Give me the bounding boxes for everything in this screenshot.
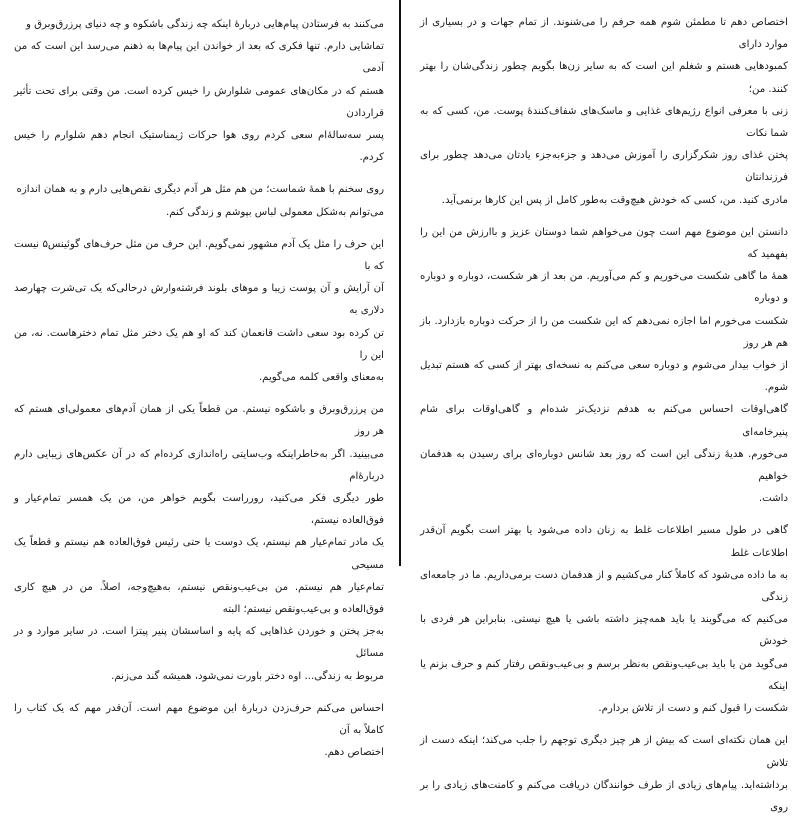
text-line: من پرزرق‌وبرق و باشکوه نیستم. من قطعاً یکی از همان آدم‌های معمولی‌ای هستم که هر روز [14, 404, 384, 438]
left-paragraph-2 [14, 179, 384, 223]
right-paragraph-1 [420, 12, 788, 212]
text-line: تن کرده بود سعی داشت قانعمان کند که او هم یک دختر مثل تمام دخترهاست. نه، من این را [14, 327, 384, 361]
text-line: به‌جز پختن و خوردن غذاهایی که پایه و اساسشان پنیر پیتزا است. در سایر موارد و در مسائل [14, 626, 384, 660]
text-line: شکست می‌خورم اما اجازه نمی‌دهم که این شکست من را از حرکت دوباره بازدارد. باز هم هر روز [420, 315, 788, 349]
right-paragraph-3 [420, 520, 788, 720]
text-line: به‌معنای واقعی کلمه می‌گویم. [258, 372, 384, 384]
text-line: برداشته‌اید. پیام‌های زیادی از طرف خوانندگان دریافت می‌کنم و کامنت‌های زیادی را بر روی [420, 779, 788, 813]
right-paragraph-4 [420, 730, 788, 819]
page-divider [399, 0, 401, 566]
text-line: می‌توانم به‌شکل معمولی لباس بپوشم و زندگی کنم. [166, 206, 384, 218]
text-line: همهٔ ما گاهی شکست می‌خوریم و کم می‌آوریم. من بعد از هر شکست، دوباره و دوباره و دوباره [420, 271, 788, 305]
text-line: هستم که در مکان‌های عمومی شلوارش را خیس کرده است. من وقتی برای تحت تأثیر قراردادن [14, 85, 384, 119]
text-line: اختصاص دهم. [324, 747, 384, 759]
text-line: این حرف را مثل یک آدم مشهور نمی‌گویم. این حرف من مثل حرف‌های گوئینس۵ نیست که با [14, 238, 384, 273]
right-page [404, 0, 800, 813]
text-line: روی سخنم با همهٔ شماست؛ من هم مثل هر آدم دیگری نقص‌هایی دارم و به همان اندازه [16, 184, 384, 196]
text-line: اختصاص دهم تا مطمئن شوم همه حرفم را می‌شنوند. از تمام جهات و در بسیاری از موارد دارای [420, 17, 788, 51]
left-paragraph-5 [14, 698, 384, 765]
text-line: کمبودهایی هستم و شغلم این است که به سایر زن‌ها بگویم چطور زندگی‌شان را بهتر کنند. من؛ [420, 61, 788, 95]
text-line: طور دیگری فکر می‌کنید، رورراست بگویم خواهر من، من یک همسر تمام‌عیار و فوق‌العاده نیستم، [14, 493, 384, 527]
text-line: زنی با معرفی انواع رژیم‌های غذایی و ماسک‌های شفاف‌کنندهٔ پوست. من، کسی که به شما نکات [420, 105, 788, 140]
left-page [0, 0, 396, 759]
text-line: می‌گوید من یا باید بی‌عیب‌ونقص به‌نظر برسم و بی‌عیب‌ونقص رفتار کنم و حرف بزنم یا اینکه [420, 658, 788, 692]
left-paragraph-4 [14, 399, 384, 688]
left-paragraph-3 [14, 234, 384, 389]
text-line: از خواب بیدار می‌شوم و دوباره سعی می‌کنم به نسخه‌ای بهتر از کسی که هستم تبدیل شوم. [420, 360, 788, 394]
right-paragraph-2 [420, 222, 788, 511]
text-line: گاهی در طول مسیر اطلاعات غلط به زنان داده می‌شود یا بهتر است بگویم آن‌قدر اطلاعات غلط [420, 525, 788, 559]
text-line: می‌کنند به فرستادن پیام‌هایی دربارهٔ اینکه چه زندگی باشکوه و چه دنیای پرزرق‌وبرق و [25, 19, 384, 30]
text-line: تمام‌عیار هم نیستم. من بی‌عیب‌ونقص نیستم، به‌هیچ‌وجه، اصلاً. من در هیچ کاری فوق‌العاده و بی‌عیب‌ونقص نیستم؛ البته [14, 581, 384, 616]
text-line: این همان نکته‌ای است که بیش از هر چیز دیگری توجهم را جلب می‌کند؛ اینکه دست از تلاش [420, 735, 788, 769]
text-line: تماشایی دارم. تنها فکری که بعد از خواندن این پیام‌ها به ذهنم می‌رسد این است که من آدمی [14, 41, 384, 75]
text-line: دانستن این موضوع مهم است چون می‌خواهم شما دوستان عزیز و باارزش من این را بفهمید که [420, 226, 788, 261]
text-line: پختن غذای روز شکرگزاری را آموزش می‌دهد و جزءبه‌جزء یادتان می‌دهد چطور برای فرزندانتان [420, 150, 788, 184]
left-paragraph-1 [14, 14, 384, 169]
text-line: احساس می‌کنم حرف‌زدن دربارهٔ این موضوع مهم است. آن‌قدر مهم که یک کتاب را کاملاً به آن [14, 702, 384, 737]
text-line: می‌کنیم که می‌گویند یا باید همه‌چیز داشته باشی یا هیچ نیستی. بنابراین هر فردی با خودش [420, 614, 788, 648]
text-line: گاهی‌اوقات احساس می‌کنم به هدفم نزدیک‌تر شده‌ام و گاهی‌اوقات برای شام پنیرخامه‌ای [420, 404, 788, 438]
text-line: آن آرایش و آن پوست زیبا و موهای بلوند فرشته‌وارش درحالی‌که یک تی‌شرت چهارصد دلاری به [14, 283, 384, 317]
text-line: مادری کنید. من، کسی که خودش هیچ‌وقت به‌طور کامل از پس این کارها برنمی‌آید. [441, 194, 788, 206]
text-line: می‌خورم. هدیهٔ زندگی این است که روز بعد شانس دوباره‌ای برای رسیدن به هدفمان خواهیم [420, 448, 788, 483]
text-line: می‌بینید. اگر به‌خاطراینکه وب‌سایتی راه‌اندازی کرده‌ام که در آن عکس‌های زیبایی دارم دربارهٔ‌ام [14, 448, 384, 482]
text-line: به ما داده می‌شود که کاملاً کنار می‌کشیم و از هدفمان دست برمی‌داریم. ما در جامعه‌ای زندگی [420, 569, 788, 604]
text-line: مربوط به زندگی... اوه دختر باورت نمی‌شود، همیشه گند می‌زنم. [111, 670, 384, 682]
text-line: شکست را قبول کنم و دست از تلاش بردارم. [598, 703, 788, 715]
text-line: داشت. [758, 493, 788, 505]
text-line: پسر سه‌سالهٔ‌ام سعی کردم روی هوا حرکات ژیمناستیک انجام دهم شلوارم را خیس کردم. [14, 130, 384, 164]
text-line: یک مادر تمام‌عیار هم نیستم، یک دوست یا حتی رئیس فوق‌العاده هم نیستم و قطعاً یک مسیحی [14, 537, 384, 571]
